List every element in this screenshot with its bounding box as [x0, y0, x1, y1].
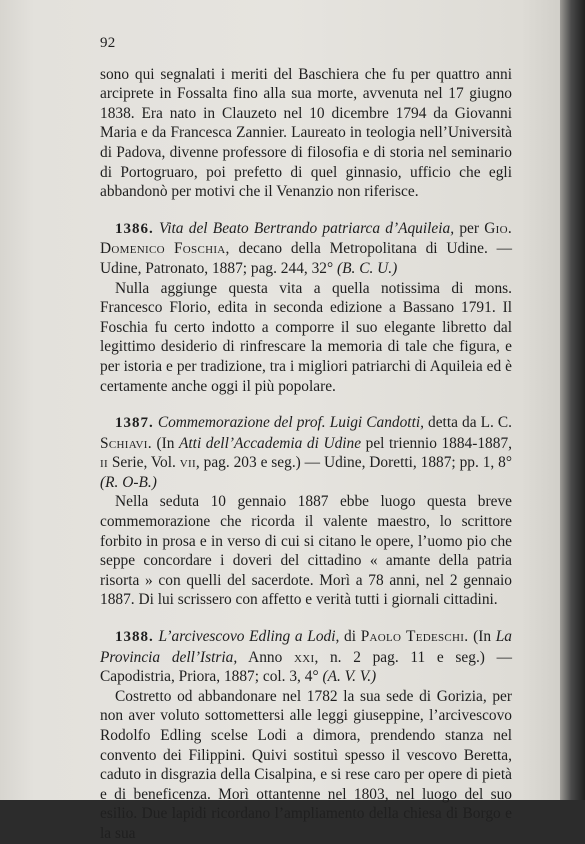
entry-shelfmark: (B. C. U.): [336, 259, 398, 277]
entry-source-title: La Provincia dell’Istria,: [100, 628, 512, 666]
entry-publication: pel triennio 1884-1887,: [361, 434, 512, 452]
book-binding-shadow: [560, 0, 585, 800]
entry-number: 1386.: [115, 220, 154, 237]
entry-1388-body: Costretto od abbandonare nel 1782 la sua sede di Gorizia, per non aver voluto sottomettersi alle leggi giuseppine, l’arcivescovo Rodolfo Edling scelse Lodi a dimora, prendendo stanza nel convento dei Filippini. Quivi sostituì spesso il vescovo Beretta, caduto in disgrazia della Cisalpina, e si rese caro per opere di pietà e di beneficenza. Morì ottantenne nel 1803, nel luogo del suo esilio. Due lapidi ricordano l’ampliamento della chiesa di Borgo e la sua: [100, 687, 512, 842]
entry-author: Paolo Tedeschi.: [360, 628, 469, 646]
entry-publication: decano della Metropolitana di Udine. — Udine, Patronato, 1887; pag. 244, 32°: [100, 240, 512, 277]
page-content: [100, 34, 512, 844]
entry-by: detta da L. C.: [423, 414, 512, 432]
entry-title: Commemorazione del prof. Luigi Candotti,: [157, 414, 424, 432]
entry-1386-heading: [100, 219, 512, 279]
entry-author: Schiavi.: [100, 434, 152, 452]
entry-1386-body: Nulla aggiunge questa vita a quella notissima di mons. Francesco Florio, edita in seconda edizione a Bassano 1791. Il Foschia fu certo indotto a comporre il suo elegante libretto dal legittimo desiderio di rinfrescare la memoria di tale che figura, e per istoria e per tradizione, tra i migliori patriarchi di Aquileia ed è certamente anche oggi il più popolare.: [100, 279, 512, 395]
entry-by: per: [454, 219, 485, 237]
entry-author: Gio. Domenico Foschia,: [100, 219, 512, 258]
entry-title: Vita del Beato Bertrando patriarca d’Aquileia,: [159, 219, 455, 237]
entry-title: L’arcivescovo Edling a Lodi,: [158, 628, 340, 646]
entry-publication: Serie, Vol.: [107, 454, 180, 472]
intro-paragraph: sono qui segnalati i meriti del Baschiera che fu per quattro anni arciprete in Fossalta fino alla sua morte, avvenuta nel 17 giugno 1838. Era nato in Clauzeto nel 10 dicembre 1794 da Giovanni Maria e da Francesca Zannier. Laureato in teologia nell’Università di Padova, divenne professore di filosofia e di storia nel seminario di Portogruaro, poi prefetto di quel ginnasio, ufficio che egli abbandonò per motivi che il Venanzio non riferisce.: [100, 65, 512, 201]
entry-publication: (In: [151, 434, 179, 452]
entry-1387-body: Nella seduta 10 gennaio 1887 ebbe luogo questa breve commemorazione che ricorda il valente maestro, lo scrittore forbito in prosa e in verso di cui si citano le opere, l’uomo pio che seppe concordare i doveri del cittadino « amante della patria risorta » con quelli del sacerdote. Morì a 78 anni, nel 2 gennaio 1887. Di lui scrissero con affetto e verità tutti i giornali cittadini.: [100, 493, 512, 609]
entry-shelfmark: (A. V. V.): [322, 668, 377, 686]
entry-1387-heading: [100, 413, 512, 492]
entry-volume-numeral: vii: [179, 454, 196, 472]
entry-source-title: Atti dell’Accademia di Udine: [178, 434, 362, 452]
entry-number: 1387.: [115, 415, 154, 432]
entry-shelfmark: (R. O-B.): [100, 473, 157, 491]
entry-series-numeral: ii: [100, 454, 108, 472]
entry-1388-heading: [100, 627, 512, 687]
entry-publication: (In: [468, 628, 496, 646]
page-number: 92: [100, 35, 116, 51]
entry-publication: , n. 2 pag. 11 e seg.) — Capodistria, Priora, 1887; col. 3, 4°: [100, 648, 513, 686]
entry-number: 1388.: [115, 629, 154, 646]
entry-publication: Anno: [237, 648, 294, 666]
entry-year-numeral: xxi: [293, 648, 315, 666]
entry-publication: , pag. 203 e seg.) — Udine, Doretti, 1887; pp. 1, 8°: [195, 454, 512, 472]
entry-by: di: [339, 628, 361, 646]
